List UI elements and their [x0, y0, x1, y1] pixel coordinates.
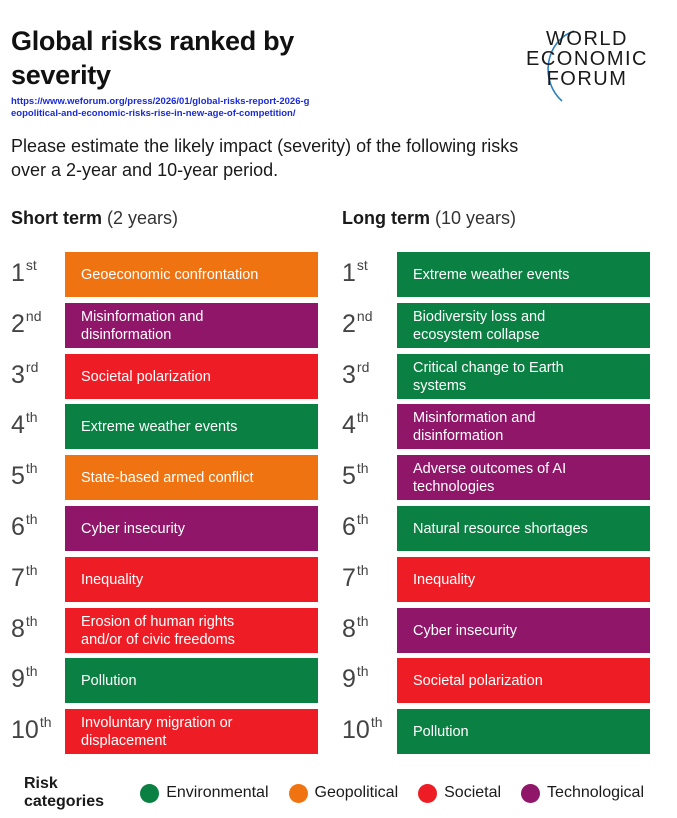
long-term-period: (10 years) [435, 208, 517, 228]
legend-item-label: Technological [547, 784, 644, 801]
short-risk-bar-1: Geoeconomic confrontation [65, 252, 318, 297]
long-risk-bar-5: Adverse outcomes of AI technologies [397, 455, 650, 500]
rank-number: 7 [342, 564, 356, 592]
long-rank-1 [342, 259, 402, 288]
long-risk-bar-8: Cyber insecurity [397, 608, 650, 653]
short-rank-1 [11, 259, 71, 288]
rank-number: 5 [342, 462, 356, 490]
long-risk-bar-4: Misinformation and disinformation [397, 404, 650, 449]
rank-number: 3 [11, 361, 25, 389]
rank-number: 7 [11, 564, 25, 592]
rank-number: 6 [11, 513, 25, 541]
rank-number: 9 [11, 665, 25, 693]
long-rank-5 [342, 462, 402, 491]
legend-item-label: Geopolitical [314, 784, 399, 801]
rank-number: 10 [342, 716, 370, 744]
rank-suffix: th [39, 714, 52, 730]
long-risk-bar-6: Natural resource shortages [397, 506, 650, 551]
legend-dot-icon [289, 784, 308, 803]
legend-label: Risk categories [24, 775, 105, 810]
rank-number: 9 [342, 665, 356, 693]
rank-suffix: nd [356, 308, 373, 324]
rank-number: 10 [11, 716, 39, 744]
long-rank-4 [342, 411, 402, 440]
short-risk-bar-3: Societal polarization [65, 354, 318, 399]
rank-number: 6 [342, 513, 356, 541]
rank-suffix: rd [356, 359, 370, 375]
legend-item-technological [521, 784, 644, 803]
short-risk-bar-6: Cyber insecurity [65, 506, 318, 551]
rank-number: 8 [11, 615, 25, 643]
rank-number: 2 [11, 310, 25, 338]
rank-suffix: th [25, 511, 38, 527]
legend-items [140, 784, 664, 803]
rank-suffix: th [25, 460, 38, 476]
rank-suffix: th [356, 562, 369, 578]
logo-line-1: WORLD [546, 28, 628, 50]
question-text: Please estimate the likely impact (severity) of the following risks over a 2-year and 10-year period. [11, 136, 519, 180]
long-term-heading [342, 208, 516, 229]
wef-logo [522, 27, 652, 107]
legend-item-societal [418, 784, 501, 803]
rank-number: 2 [342, 310, 356, 338]
logo-line-2: ECONOMIC [526, 48, 648, 70]
rank-suffix: st [25, 257, 37, 273]
rank-suffix: th [25, 663, 38, 679]
short-rank-2 [11, 310, 71, 339]
rank-number: 8 [342, 615, 356, 643]
rank-suffix: th [25, 409, 38, 425]
rank-suffix: th [25, 562, 38, 578]
long-rank-10 [342, 716, 402, 745]
rank-suffix: th [356, 613, 369, 629]
rank-suffix: th [356, 409, 369, 425]
rank-suffix: th [356, 511, 369, 527]
short-term-period: (2 years) [107, 208, 179, 228]
long-term-label: Long term [342, 208, 430, 228]
rank-number: 1 [342, 259, 356, 287]
rank-number: 4 [11, 411, 25, 439]
long-risk-bar-1: Extreme weather events [397, 252, 650, 297]
rank-suffix: nd [25, 308, 42, 324]
short-risk-bar-9: Pollution [65, 658, 318, 703]
rank-number: 5 [11, 462, 25, 490]
rank-number: 3 [342, 361, 356, 389]
long-risk-bar-10: Pollution [397, 709, 650, 754]
legend [24, 775, 664, 810]
rank-suffix: th [356, 460, 369, 476]
rank-suffix: st [356, 257, 368, 273]
short-rank-6 [11, 513, 71, 542]
short-risk-bar-10: Involuntary migration or displacement [65, 709, 318, 754]
long-rank-9 [342, 665, 402, 694]
rank-number: 4 [342, 411, 356, 439]
long-rank-8 [342, 615, 402, 644]
short-rank-5 [11, 462, 71, 491]
long-risk-bar-7: Inequality [397, 557, 650, 602]
long-rank-3 [342, 361, 402, 390]
short-term-label: Short term [11, 208, 103, 228]
rank-suffix: rd [25, 359, 39, 375]
legend-item-environmental [140, 784, 268, 803]
rank-suffix: th [356, 663, 369, 679]
short-risk-bar-5: State-based armed conflict [65, 455, 318, 500]
short-rank-3 [11, 361, 71, 390]
page-title: Global risks ranked by severity [11, 26, 295, 90]
short-rank-9 [11, 665, 71, 694]
short-rank-4 [11, 411, 71, 440]
short-risk-bar-2: Misinformation and disinformation [65, 303, 318, 348]
long-risk-bar-3: Critical change to Earth systems [397, 354, 650, 399]
long-rank-7 [342, 564, 402, 593]
source-link[interactable]: https://www.weforum.org/press/2026/01/global-risks-report-2026-geopolitical-and-economic-risks-rise-in-new-age-of-competition/ [11, 96, 310, 119]
logo-line-3: FORUM [546, 68, 628, 90]
legend-item-label: Environmental [166, 784, 269, 801]
legend-dot-icon [418, 784, 437, 803]
short-rank-7 [11, 564, 71, 593]
long-rank-2 [342, 310, 402, 339]
short-risk-bar-4: Extreme weather events [65, 404, 318, 449]
rank-suffix: th [370, 714, 383, 730]
short-rank-10 [11, 716, 71, 745]
short-term-heading [11, 208, 178, 229]
short-risk-bar-7: Inequality [65, 557, 318, 602]
legend-dot-icon [521, 784, 540, 803]
long-rank-6 [342, 513, 402, 542]
long-risk-bar-2: Biodiversity loss and ecosystem collapse [397, 303, 650, 348]
rank-number: 1 [11, 259, 25, 287]
short-rank-8 [11, 615, 71, 644]
short-risk-bar-8: Erosion of human rights and/or of civic freedoms [65, 608, 318, 653]
legend-item-geopolitical [289, 784, 399, 803]
legend-item-label: Societal [444, 784, 502, 801]
rank-suffix: th [25, 613, 38, 629]
long-risk-bar-9: Societal polarization [397, 658, 650, 703]
legend-dot-icon [140, 784, 159, 803]
